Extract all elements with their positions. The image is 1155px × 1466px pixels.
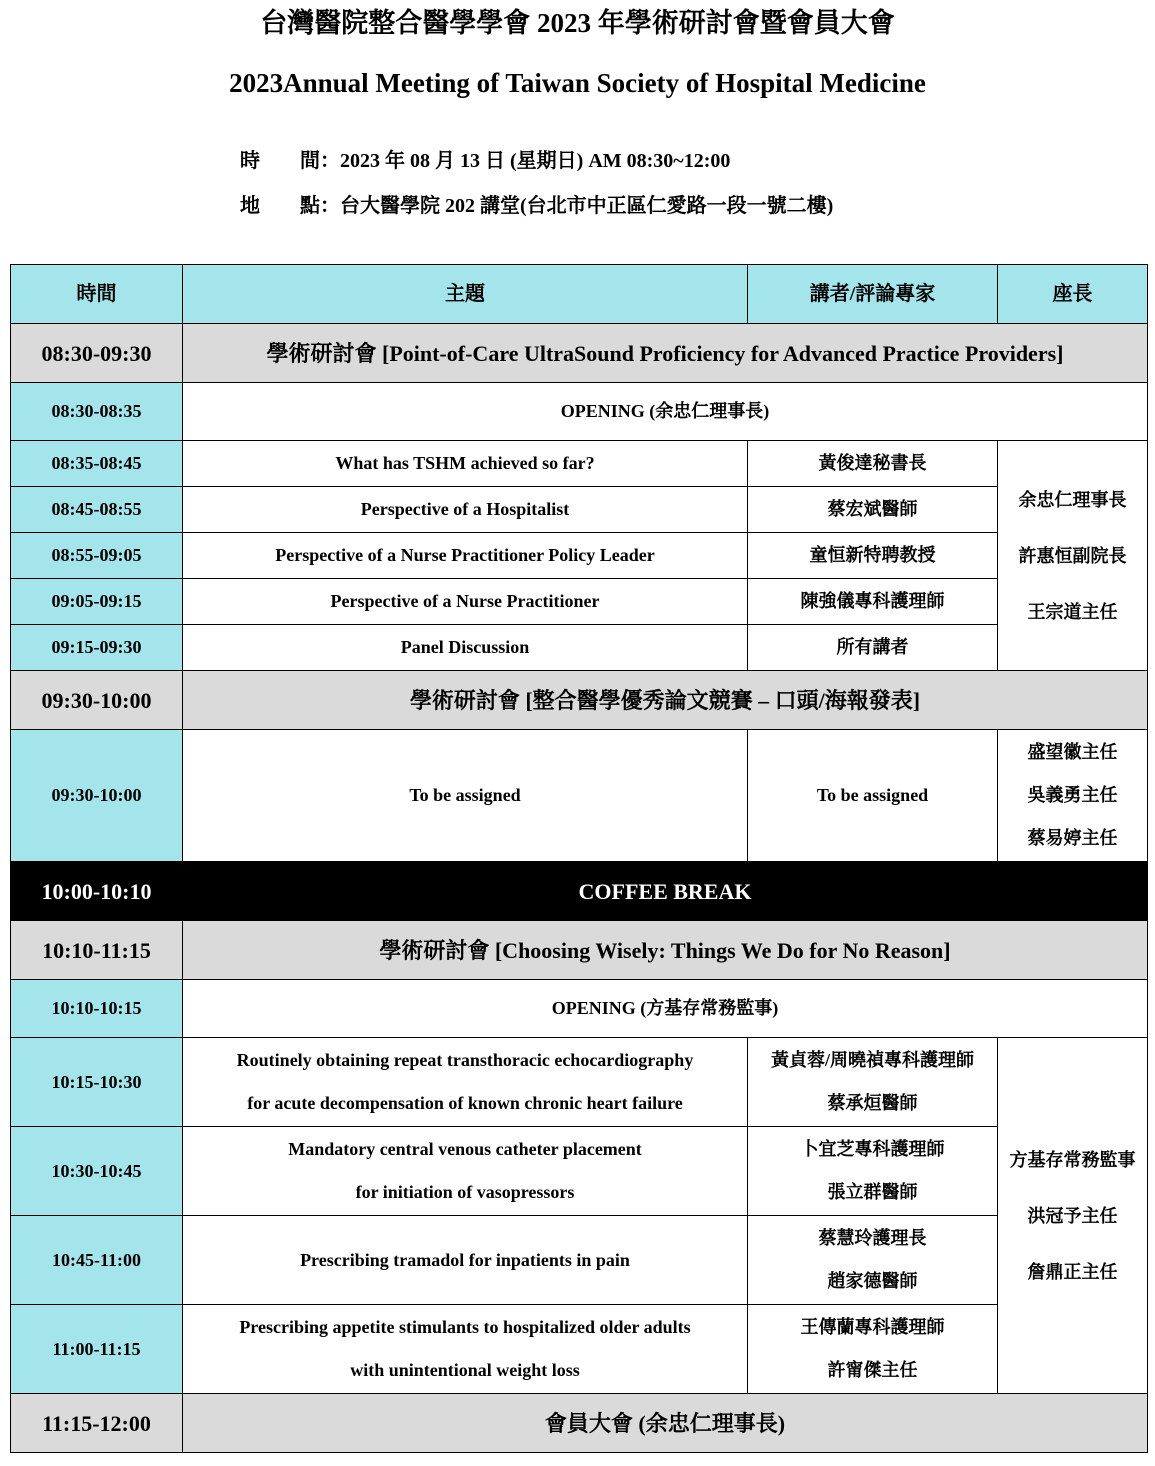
row-topic: Panel Discussion: [183, 625, 748, 671]
row-time: 08:35-08:45: [11, 441, 183, 487]
topic-line: with unintentional weight loss: [350, 1360, 580, 1380]
break-label: COFFEE BREAK: [183, 862, 1148, 921]
session-title: 學術研討會 [Choosing Wisely: Things We Do for No Reason]: [183, 921, 1148, 980]
row-topic: [183, 1216, 748, 1305]
chair-name: 詹鼎正主任: [1027, 1261, 1118, 1282]
header-topic: 主題: [183, 265, 748, 324]
topic-line: for initiation of vasopressors: [355, 1182, 575, 1202]
chair-name: 余忠仁理事長: [1018, 489, 1127, 510]
table-row: [11, 383, 1148, 441]
row-time: 11:00-11:15: [11, 1305, 183, 1394]
topic-line: for acute decompensation of known chronic heart failure: [247, 1093, 683, 1113]
break-time: 10:00-10:10: [11, 862, 183, 921]
row-speaker: [748, 1038, 998, 1127]
table-row: [11, 1127, 1148, 1216]
row-speaker: [748, 1127, 998, 1216]
table-row: [11, 487, 1148, 533]
row-topic: What has TSHM achieved so far?: [183, 441, 748, 487]
session-row: [11, 324, 1148, 383]
opening-label: OPENING (方基存常務監事): [183, 980, 1148, 1038]
session-chairs: [998, 1038, 1148, 1394]
header-time: 時間: [11, 265, 183, 324]
session-time: 09:30-10:00: [11, 671, 183, 730]
chair-name: 王宗道主任: [1027, 601, 1118, 622]
session-chairs: [998, 441, 1148, 671]
session-row: [11, 671, 1148, 730]
page-title-zh: 台灣醫院整合醫學學會 2023 年學術研討會暨會員大會: [260, 8, 895, 38]
topic-line: Prescribing tramadol for inpatients in pain: [300, 1249, 630, 1270]
schedule-table: [10, 264, 1148, 1453]
table-row: [11, 533, 1148, 579]
row-time: 08:30-08:35: [11, 383, 183, 441]
row-topic: [183, 1038, 748, 1127]
row-time: 10:10-10:15: [11, 980, 183, 1038]
table-row: [11, 1038, 1148, 1127]
row-speaker: [748, 1305, 998, 1394]
table-header-row: [11, 265, 1148, 324]
speaker-line: 張立群醫師: [827, 1182, 918, 1202]
break-row: [11, 862, 1148, 921]
row-topic: Perspective of a Nurse Practitioner: [183, 579, 748, 625]
session-title: 學術研討會 [整合醫學優秀論文競賽 – 口頭/海報發表]: [183, 671, 1148, 730]
table-row: [11, 1216, 1148, 1305]
row-time: 09:05-09:15: [11, 579, 183, 625]
table-row: [11, 625, 1148, 671]
table-row: [11, 1305, 1148, 1394]
session-row: [11, 1394, 1148, 1453]
chair-name: 方基存常務監事: [1009, 1149, 1136, 1170]
event-place: [240, 193, 833, 219]
table-row: [11, 441, 1148, 487]
row-topic: Perspective of a Hospitalist: [183, 487, 748, 533]
session-time: 10:10-11:15: [11, 921, 183, 980]
chair-name: 蔡易婷主任: [1027, 828, 1118, 848]
row-topic: [183, 1127, 748, 1216]
place-value: 台大醫學院 202 講堂(台北市中正區仁愛路一段一號二樓): [340, 195, 834, 217]
table-row: [11, 730, 1148, 862]
speaker-line: 蔡承烜醫師: [827, 1093, 918, 1113]
time-value: 2023 年 08 月 13 日 (星期日) AM 08:30~12:00: [340, 150, 731, 172]
row-speaker: To be assigned: [748, 730, 998, 862]
session-title: 學術研討會 [Point-of-Care UltraSound Proficiency for Advanced Practice Providers]: [183, 324, 1148, 383]
row-time: 08:55-09:05: [11, 533, 183, 579]
session-row: [11, 921, 1148, 980]
row-speaker: 童恒新特聘教授: [748, 533, 998, 579]
speaker-line: 許甯傑主任: [827, 1360, 918, 1380]
row-speaker: 所有講者: [748, 625, 998, 671]
row-time: 08:45-08:55: [11, 487, 183, 533]
speaker-line: 蔡慧玲護理長: [818, 1228, 927, 1248]
time-label: 時 間：: [240, 150, 340, 172]
session-time: 11:15-12:00: [11, 1394, 183, 1453]
row-speaker: 黃俊達秘書長: [748, 441, 998, 487]
row-speaker: 陳強儀專科護理師: [748, 579, 998, 625]
topic-line: Mandatory central venous catheter placement: [288, 1139, 642, 1159]
page-title-en: 2023Annual Meeting of Taiwan Society of Hospital Medicine: [229, 68, 926, 98]
table-row: [11, 579, 1148, 625]
speaker-line: 黃貞蓉/周曉禎專科護理師: [771, 1050, 974, 1070]
row-time: 10:45-11:00: [11, 1216, 183, 1305]
speaker-line: 卜宜芝專科護理師: [800, 1139, 945, 1159]
row-topic: Perspective of a Nurse Practitioner Policy Leader: [183, 533, 748, 579]
row-time: 10:30-10:45: [11, 1127, 183, 1216]
row-speaker: 蔡宏斌醫師: [748, 487, 998, 533]
chair-name: 吳義勇主任: [1027, 785, 1118, 805]
session-chairs: [998, 730, 1148, 862]
place-label: 地 點：: [240, 195, 340, 217]
header-speaker: 講者/評論專家: [748, 265, 998, 324]
session-time: 08:30-09:30: [11, 324, 183, 383]
event-time: [240, 148, 730, 174]
speaker-line: 趙家德醫師: [827, 1271, 918, 1291]
row-time: 09:30-10:00: [11, 730, 183, 862]
table-row: [11, 980, 1148, 1038]
opening-label: OPENING (余忠仁理事長): [183, 383, 1148, 441]
chair-name: 洪冠予主任: [1027, 1205, 1118, 1226]
row-speaker: [748, 1216, 998, 1305]
topic-line: Prescribing appetite stimulants to hospitalized older adults: [239, 1317, 691, 1337]
chair-name: 盛望徽主任: [1027, 742, 1118, 762]
row-time: 10:15-10:30: [11, 1038, 183, 1127]
row-time: 09:15-09:30: [11, 625, 183, 671]
chair-name: 許惠恒副院長: [1018, 545, 1127, 566]
row-topic: [183, 1305, 748, 1394]
row-topic: To be assigned: [183, 730, 748, 862]
header-chair: 座長: [998, 265, 1148, 324]
topic-line: Routinely obtaining repeat transthoracic echocardiography: [236, 1050, 694, 1070]
session-title: 會員大會 (余忠仁理事長): [183, 1394, 1148, 1453]
speaker-line: 王傳蘭專科護理師: [800, 1317, 945, 1337]
